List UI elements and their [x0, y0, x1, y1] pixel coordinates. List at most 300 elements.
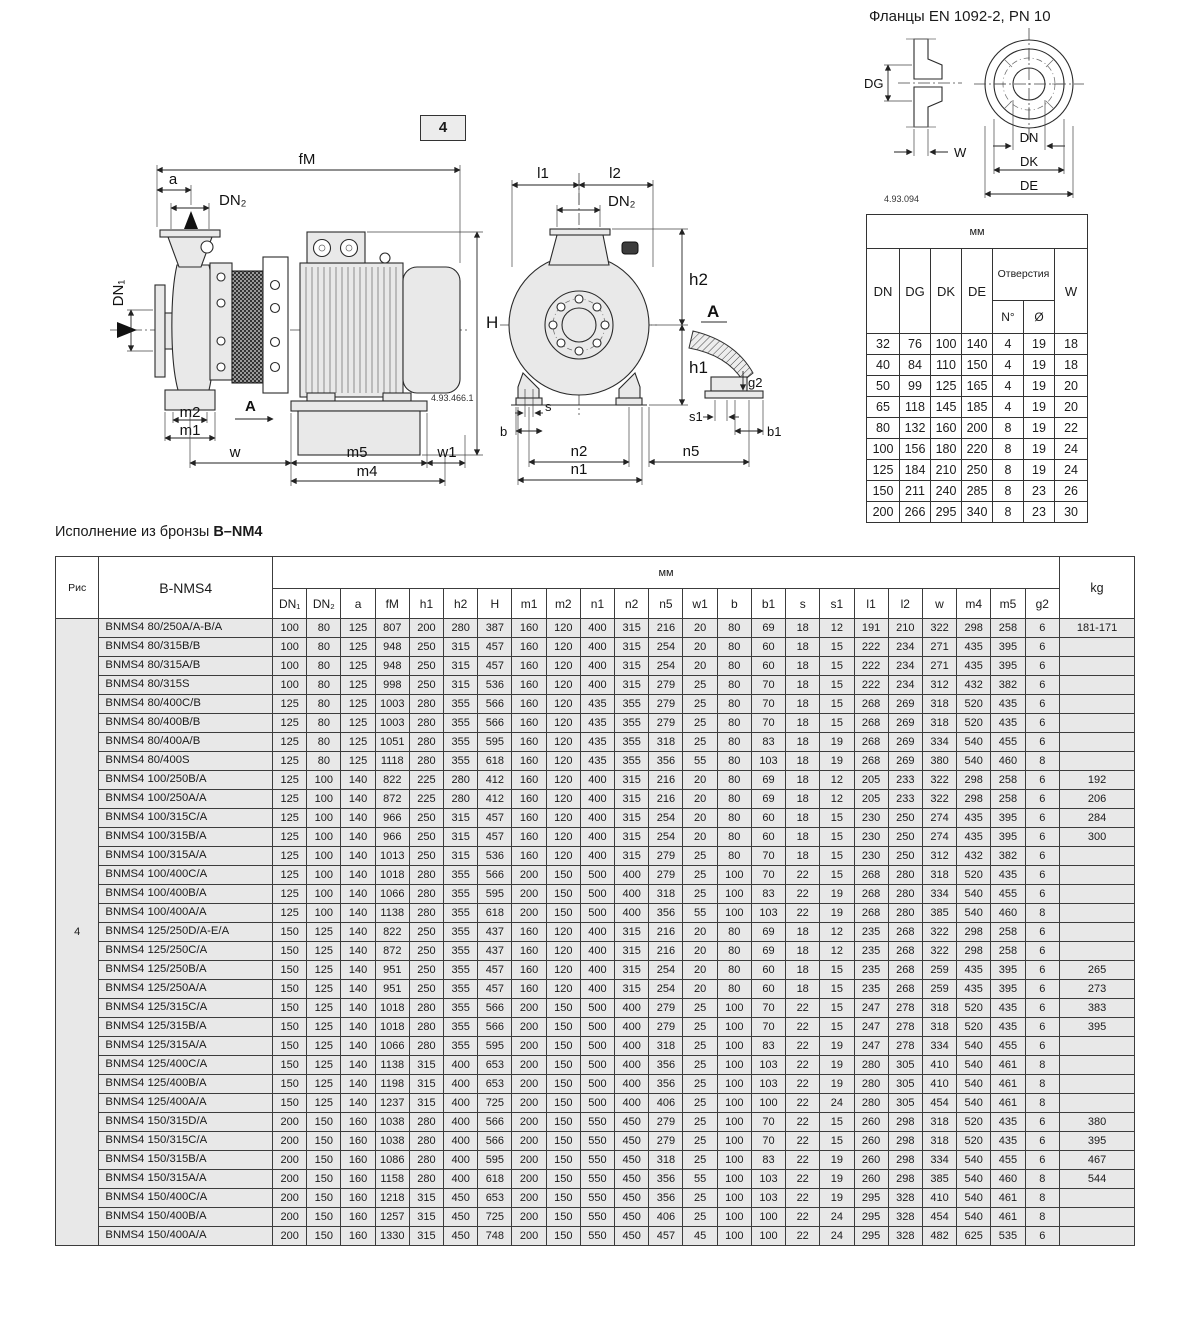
- dim-value: 8: [1025, 1189, 1060, 1208]
- dim-value: 25: [683, 1208, 717, 1227]
- dim-value: 460: [991, 904, 1025, 923]
- dim-value: 500: [580, 1056, 614, 1075]
- dim-value: 125: [273, 847, 307, 866]
- flange-table-cell: 150: [867, 481, 900, 502]
- dim-value: 125: [341, 676, 375, 695]
- table-row: [56, 847, 1135, 866]
- dim-value: 315: [615, 790, 649, 809]
- dim-value: 125: [307, 1075, 341, 1094]
- kg-value: 380: [1060, 1113, 1135, 1132]
- dim-value: 140: [341, 866, 375, 885]
- dim-value: 536: [478, 847, 512, 866]
- model-name: BNMS4 125/400C/A: [99, 1056, 273, 1075]
- dim-value: 80: [717, 942, 751, 961]
- dim-value: 725: [478, 1208, 512, 1227]
- dim-value: 1018: [375, 866, 409, 885]
- dim-value: 80: [717, 638, 751, 657]
- dim-value: 18: [786, 657, 820, 676]
- dim-value: 318: [922, 714, 956, 733]
- dim-value: 6: [1025, 942, 1060, 961]
- dim-value: 125: [341, 714, 375, 733]
- dim-value: 80: [307, 733, 341, 752]
- dim-value: 280: [888, 866, 922, 885]
- dim-column-header: H: [478, 589, 512, 619]
- dim-value: 566: [478, 1018, 512, 1037]
- dim-value: 500: [580, 866, 614, 885]
- model-name: BNMS4 125/400A/A: [99, 1094, 273, 1113]
- dim-value: 103: [751, 1189, 785, 1208]
- table-row: [56, 1037, 1135, 1056]
- dim-value: 625: [957, 1227, 991, 1246]
- flange-table-cell: 80: [867, 418, 900, 439]
- dim-value: 200: [512, 1056, 546, 1075]
- dim-label-dn1: DN₁: [110, 279, 127, 307]
- dim-value: 406: [649, 1094, 683, 1113]
- dim-value: 280: [888, 885, 922, 904]
- dim-value: 280: [409, 1151, 443, 1170]
- dim-value: 216: [649, 771, 683, 790]
- dim-value: 355: [444, 1018, 478, 1037]
- dim-value: 410: [922, 1056, 956, 1075]
- dim-value: 355: [444, 961, 478, 980]
- dim-value: 12: [820, 942, 854, 961]
- flange-table-cell: 185: [962, 397, 993, 418]
- dim-value: 225: [409, 790, 443, 809]
- dim-value: 280: [854, 1056, 888, 1075]
- dim-value: 160: [512, 828, 546, 847]
- dim-value: 234: [888, 657, 922, 676]
- kg-value: 467: [1060, 1151, 1135, 1170]
- dim-value: 80: [307, 638, 341, 657]
- dim-value: 269: [888, 752, 922, 771]
- dim-value: 298: [957, 619, 991, 638]
- kg-value: [1060, 1189, 1135, 1208]
- dim-value: 100: [307, 866, 341, 885]
- dim-value: 103: [751, 904, 785, 923]
- dim-value: 200: [512, 1094, 546, 1113]
- dim-value: 457: [649, 1227, 683, 1246]
- dim-value: 125: [307, 1056, 341, 1075]
- dim-value: 520: [957, 999, 991, 1018]
- dim-value: 160: [341, 1227, 375, 1246]
- dim-value: 500: [580, 999, 614, 1018]
- flange-col-w: W: [1055, 249, 1088, 334]
- dim-value: 322: [922, 619, 956, 638]
- dim-value: 400: [444, 1132, 478, 1151]
- dim-value: 298: [888, 1113, 922, 1132]
- kg-value: 300: [1060, 828, 1135, 847]
- dim-value: 550: [580, 1113, 614, 1132]
- dim-value: 70: [751, 847, 785, 866]
- dim-value: 315: [444, 657, 478, 676]
- dim-value: 412: [478, 771, 512, 790]
- dim-value: 100: [273, 657, 307, 676]
- dim-value: 18: [786, 733, 820, 752]
- dim-value: 120: [546, 980, 580, 999]
- dim-value: 250: [409, 961, 443, 980]
- dim-value: 125: [273, 771, 307, 790]
- dim-value: 250: [888, 847, 922, 866]
- dim-value: 1086: [375, 1151, 409, 1170]
- dim-value: 103: [751, 1170, 785, 1189]
- kg-value: [1060, 1094, 1135, 1113]
- dim-value: 334: [922, 885, 956, 904]
- dim-value: 235: [854, 980, 888, 999]
- flange-table-cell: 8: [993, 481, 1024, 502]
- dim-value: 305: [888, 1056, 922, 1075]
- dim-value: 100: [307, 904, 341, 923]
- dim-value: 356: [649, 1056, 683, 1075]
- dim-value: 268: [888, 980, 922, 999]
- dim-value: 216: [649, 790, 683, 809]
- dim-value: 120: [546, 676, 580, 695]
- dim-value: 18: [786, 961, 820, 980]
- dim-value: 150: [546, 1151, 580, 1170]
- dim-value: 120: [546, 961, 580, 980]
- dim-value: 150: [273, 1037, 307, 1056]
- dim-value: 315: [409, 1075, 443, 1094]
- dim-value: 268: [854, 733, 888, 752]
- dim-value: 120: [546, 923, 580, 942]
- dim-value: 455: [991, 1037, 1025, 1056]
- dim-value: 355: [615, 752, 649, 771]
- dim-value: 951: [375, 980, 409, 999]
- dim-value: 55: [683, 752, 717, 771]
- dim-value: 125: [307, 980, 341, 999]
- dim-value: 250: [409, 942, 443, 961]
- dim-label-dn: DN: [1019, 130, 1039, 145]
- table-row: [56, 733, 1135, 752]
- dim-value: 305: [888, 1075, 922, 1094]
- dim-value: 1066: [375, 885, 409, 904]
- dim-value: 6: [1025, 1113, 1060, 1132]
- dim-value: 322: [922, 923, 956, 942]
- dim-value: 234: [888, 638, 922, 657]
- dim-value: 355: [444, 885, 478, 904]
- flange-table-cell: 65: [867, 397, 900, 418]
- dim-value: 125: [273, 752, 307, 771]
- dim-value: 6: [1025, 638, 1060, 657]
- flange-table-cell: 240: [931, 481, 962, 502]
- dim-value: 200: [512, 1113, 546, 1132]
- dim-value: 318: [922, 1018, 956, 1037]
- model-name: BNMS4 80/400B/B: [99, 714, 273, 733]
- dim-value: 435: [991, 695, 1025, 714]
- dim-value: 315: [615, 942, 649, 961]
- dim-value: 807: [375, 619, 409, 638]
- dim-value: 150: [546, 1132, 580, 1151]
- dim-value: 400: [580, 676, 614, 695]
- dim-value: 305: [888, 1094, 922, 1113]
- dim-value: 260: [854, 1132, 888, 1151]
- flange-table-cell: 4: [993, 376, 1024, 397]
- dim-value: 280: [854, 1094, 888, 1113]
- flange-table-cell: 118: [900, 397, 931, 418]
- dim-value: 15: [820, 657, 854, 676]
- dim-value: 550: [580, 1132, 614, 1151]
- kg-value: 206: [1060, 790, 1135, 809]
- dim-value: 216: [649, 942, 683, 961]
- dim-value: 295: [854, 1227, 888, 1246]
- dim-value: 457: [478, 809, 512, 828]
- dim-value: 150: [273, 999, 307, 1018]
- dim-value: 6: [1025, 866, 1060, 885]
- dim-value: 80: [717, 980, 751, 999]
- dim-value: 22: [786, 1056, 820, 1075]
- dim-value: 20: [683, 942, 717, 961]
- kg-value: [1060, 1056, 1135, 1075]
- dim-value: 125: [341, 733, 375, 752]
- dim-value: 200: [512, 1075, 546, 1094]
- dim-value: 20: [683, 657, 717, 676]
- dim-value: 160: [512, 619, 546, 638]
- table-row: [56, 1075, 1135, 1094]
- dim-value: 233: [888, 790, 922, 809]
- dim-value: 550: [580, 1170, 614, 1189]
- dim-value: 160: [512, 790, 546, 809]
- flange-table-cell: 19: [1024, 460, 1055, 481]
- dim-value: 6: [1025, 790, 1060, 809]
- dim-value: 80: [717, 771, 751, 790]
- dim-value: 268: [854, 866, 888, 885]
- kg-value: [1060, 676, 1135, 695]
- dim-value: 1237: [375, 1094, 409, 1113]
- dim-value: 254: [649, 809, 683, 828]
- dim-value: 437: [478, 923, 512, 942]
- dim-value: 235: [854, 942, 888, 961]
- dim-column-header: n5: [649, 589, 683, 619]
- pump-dimension-drawing: [95, 145, 795, 505]
- dim-value: 18: [786, 828, 820, 847]
- dim-value: 191: [854, 619, 888, 638]
- model-name: BNMS4 125/400B/A: [99, 1075, 273, 1094]
- dim-value: 1018: [375, 1018, 409, 1037]
- kg-value: 273: [1060, 980, 1135, 999]
- dim-value: 80: [717, 828, 751, 847]
- dim-value: 278: [888, 999, 922, 1018]
- table-row: [56, 885, 1135, 904]
- dim-value: 872: [375, 942, 409, 961]
- dim-value: 15: [820, 809, 854, 828]
- dim-value: 20: [683, 790, 717, 809]
- table-row: [56, 714, 1135, 733]
- dim-value: 435: [957, 657, 991, 676]
- flange-table-cell: 250: [962, 460, 993, 481]
- dim-value: 400: [615, 1018, 649, 1037]
- dim-value: 205: [854, 790, 888, 809]
- dim-value: 140: [341, 961, 375, 980]
- dim-value: 566: [478, 866, 512, 885]
- flange-table-row: [867, 334, 1088, 355]
- dim-value: 318: [649, 1037, 683, 1056]
- dim-value: 15: [820, 676, 854, 695]
- dim-value: 80: [717, 961, 751, 980]
- dim-value: 482: [922, 1227, 956, 1246]
- dim-value: 6: [1025, 1037, 1060, 1056]
- dim-value: 80: [717, 752, 751, 771]
- dim-value: 356: [649, 752, 683, 771]
- dim-value: 435: [991, 1018, 1025, 1037]
- dim-value: 18: [786, 790, 820, 809]
- dim-value: 395: [991, 961, 1025, 980]
- dim-value: 140: [341, 1075, 375, 1094]
- kg-value: [1060, 1227, 1135, 1246]
- flange-table-cell: 40: [867, 355, 900, 376]
- dim-value: 120: [546, 790, 580, 809]
- dim-value: 160: [512, 942, 546, 961]
- kg-value: [1060, 733, 1135, 752]
- dim-value: 15: [820, 695, 854, 714]
- dim-value: 279: [649, 847, 683, 866]
- dim-value: 258: [991, 771, 1025, 790]
- dim-value: 315: [615, 638, 649, 657]
- dim-value: 450: [444, 1208, 478, 1227]
- dim-value: 315: [615, 961, 649, 980]
- dim-value: 60: [751, 980, 785, 999]
- dim-value: 406: [649, 1208, 683, 1227]
- dim-value: 280: [409, 1113, 443, 1132]
- dim-value: 387: [478, 619, 512, 638]
- dim-value: 125: [307, 999, 341, 1018]
- table-row: [56, 999, 1135, 1018]
- dim-value: 355: [444, 999, 478, 1018]
- model-name: BNMS4 100/400A/A: [99, 904, 273, 923]
- dim-label-w: W: [954, 145, 967, 160]
- dim-value: 334: [922, 1037, 956, 1056]
- dim-value: 120: [546, 695, 580, 714]
- dim-value: 83: [751, 1037, 785, 1056]
- dim-value: 160: [341, 1189, 375, 1208]
- dim-value: 395: [991, 980, 1025, 999]
- dim-value: 103: [751, 1075, 785, 1094]
- kg-value: [1060, 714, 1135, 733]
- dim-value: 457: [478, 638, 512, 657]
- table-row: [56, 866, 1135, 885]
- dim-value: 966: [375, 809, 409, 828]
- dim-value: 160: [512, 923, 546, 942]
- flange-table-cell: 76: [900, 334, 931, 355]
- flange-table-cell: 18: [1055, 355, 1088, 376]
- dim-label-h2: h2: [689, 270, 708, 289]
- model-name: BNMS4 80/400A/B: [99, 733, 273, 752]
- dim-value: 1038: [375, 1132, 409, 1151]
- dim-value: 100: [717, 1075, 751, 1094]
- dim-value: 355: [444, 752, 478, 771]
- dim-value: 100: [717, 885, 751, 904]
- dim-value: 22: [786, 1227, 820, 1246]
- dim-value: 328: [888, 1189, 922, 1208]
- dim-value: 150: [546, 1075, 580, 1094]
- dim-value: 268: [854, 714, 888, 733]
- dim-value: 400: [615, 1056, 649, 1075]
- dim-value: 69: [751, 619, 785, 638]
- dim-value: 315: [444, 638, 478, 657]
- dim-value: 520: [957, 1018, 991, 1037]
- dim-value: 280: [409, 904, 443, 923]
- flange-col-dg: DG: [900, 249, 931, 334]
- table-row: [56, 1113, 1135, 1132]
- dim-column-header: m5: [991, 589, 1025, 619]
- flow-out-arrow: [184, 211, 198, 229]
- kg-value: [1060, 1208, 1135, 1227]
- dim-value: 100: [273, 676, 307, 695]
- unit-header: мм: [273, 557, 1060, 589]
- dim-value: 6: [1025, 980, 1060, 999]
- dim-value: 280: [409, 885, 443, 904]
- dim-value: 540: [957, 1208, 991, 1227]
- dim-label-m2: m2: [179, 404, 201, 421]
- dim-value: 279: [649, 1113, 683, 1132]
- kg-value: 284: [1060, 809, 1135, 828]
- dim-label-n5: n5: [682, 443, 700, 460]
- dim-value: 500: [580, 1018, 614, 1037]
- dim-value: 520: [957, 1113, 991, 1132]
- table-row: [56, 752, 1135, 771]
- dim-value: 20: [683, 638, 717, 657]
- dim-value: 45: [683, 1227, 717, 1246]
- fig-column-header: Рис: [56, 557, 99, 619]
- flange-table-cell: 200: [962, 418, 993, 439]
- dim-value: 355: [444, 714, 478, 733]
- dim-value: 400: [580, 961, 614, 980]
- flange-table-cell: 84: [900, 355, 931, 376]
- dim-column-header: m4: [957, 589, 991, 619]
- dim-column-header: w1: [683, 589, 717, 619]
- dim-value: 200: [512, 999, 546, 1018]
- dim-value: 269: [888, 714, 922, 733]
- dim-value: 160: [512, 638, 546, 657]
- dim-value: 6: [1025, 828, 1060, 847]
- dim-value: 6: [1025, 1227, 1060, 1246]
- dim-value: 500: [580, 904, 614, 923]
- dim-value: 25: [683, 676, 717, 695]
- dim-value: 540: [957, 904, 991, 923]
- flange-table-row: [867, 355, 1088, 376]
- dim-value: 653: [478, 1056, 512, 1075]
- dim-value: 25: [683, 1018, 717, 1037]
- dim-value: 22: [786, 885, 820, 904]
- dim-value: 1198: [375, 1075, 409, 1094]
- table-row: [56, 809, 1135, 828]
- dim-value: 653: [478, 1189, 512, 1208]
- dim-value: 210: [888, 619, 922, 638]
- table-row: [56, 619, 1135, 638]
- flange-table-cell: 20: [1055, 376, 1088, 397]
- dim-value: 150: [546, 1056, 580, 1075]
- dim-value: 140: [341, 771, 375, 790]
- dim-label-n2: n2: [570, 443, 588, 460]
- dim-value: 20: [683, 771, 717, 790]
- flange-table-cell: 100: [931, 334, 962, 355]
- dim-value: 280: [409, 1170, 443, 1189]
- dim-value: 150: [273, 980, 307, 999]
- dim-value: 125: [307, 1018, 341, 1037]
- dim-value: 395: [991, 638, 1025, 657]
- dim-value: 120: [546, 752, 580, 771]
- dim-value: 100: [307, 809, 341, 828]
- dim-value: 22: [786, 1189, 820, 1208]
- flange-table-cell: 24: [1055, 439, 1088, 460]
- dim-value: 160: [512, 733, 546, 752]
- dim-value: 315: [615, 847, 649, 866]
- dim-value: 8: [1025, 904, 1060, 923]
- dim-value: 22: [786, 1132, 820, 1151]
- dim-value: 150: [307, 1151, 341, 1170]
- flange-table-row: [867, 460, 1088, 481]
- dim-value: 460: [991, 752, 1025, 771]
- dim-value: 250: [409, 847, 443, 866]
- dim-value: 536: [478, 676, 512, 695]
